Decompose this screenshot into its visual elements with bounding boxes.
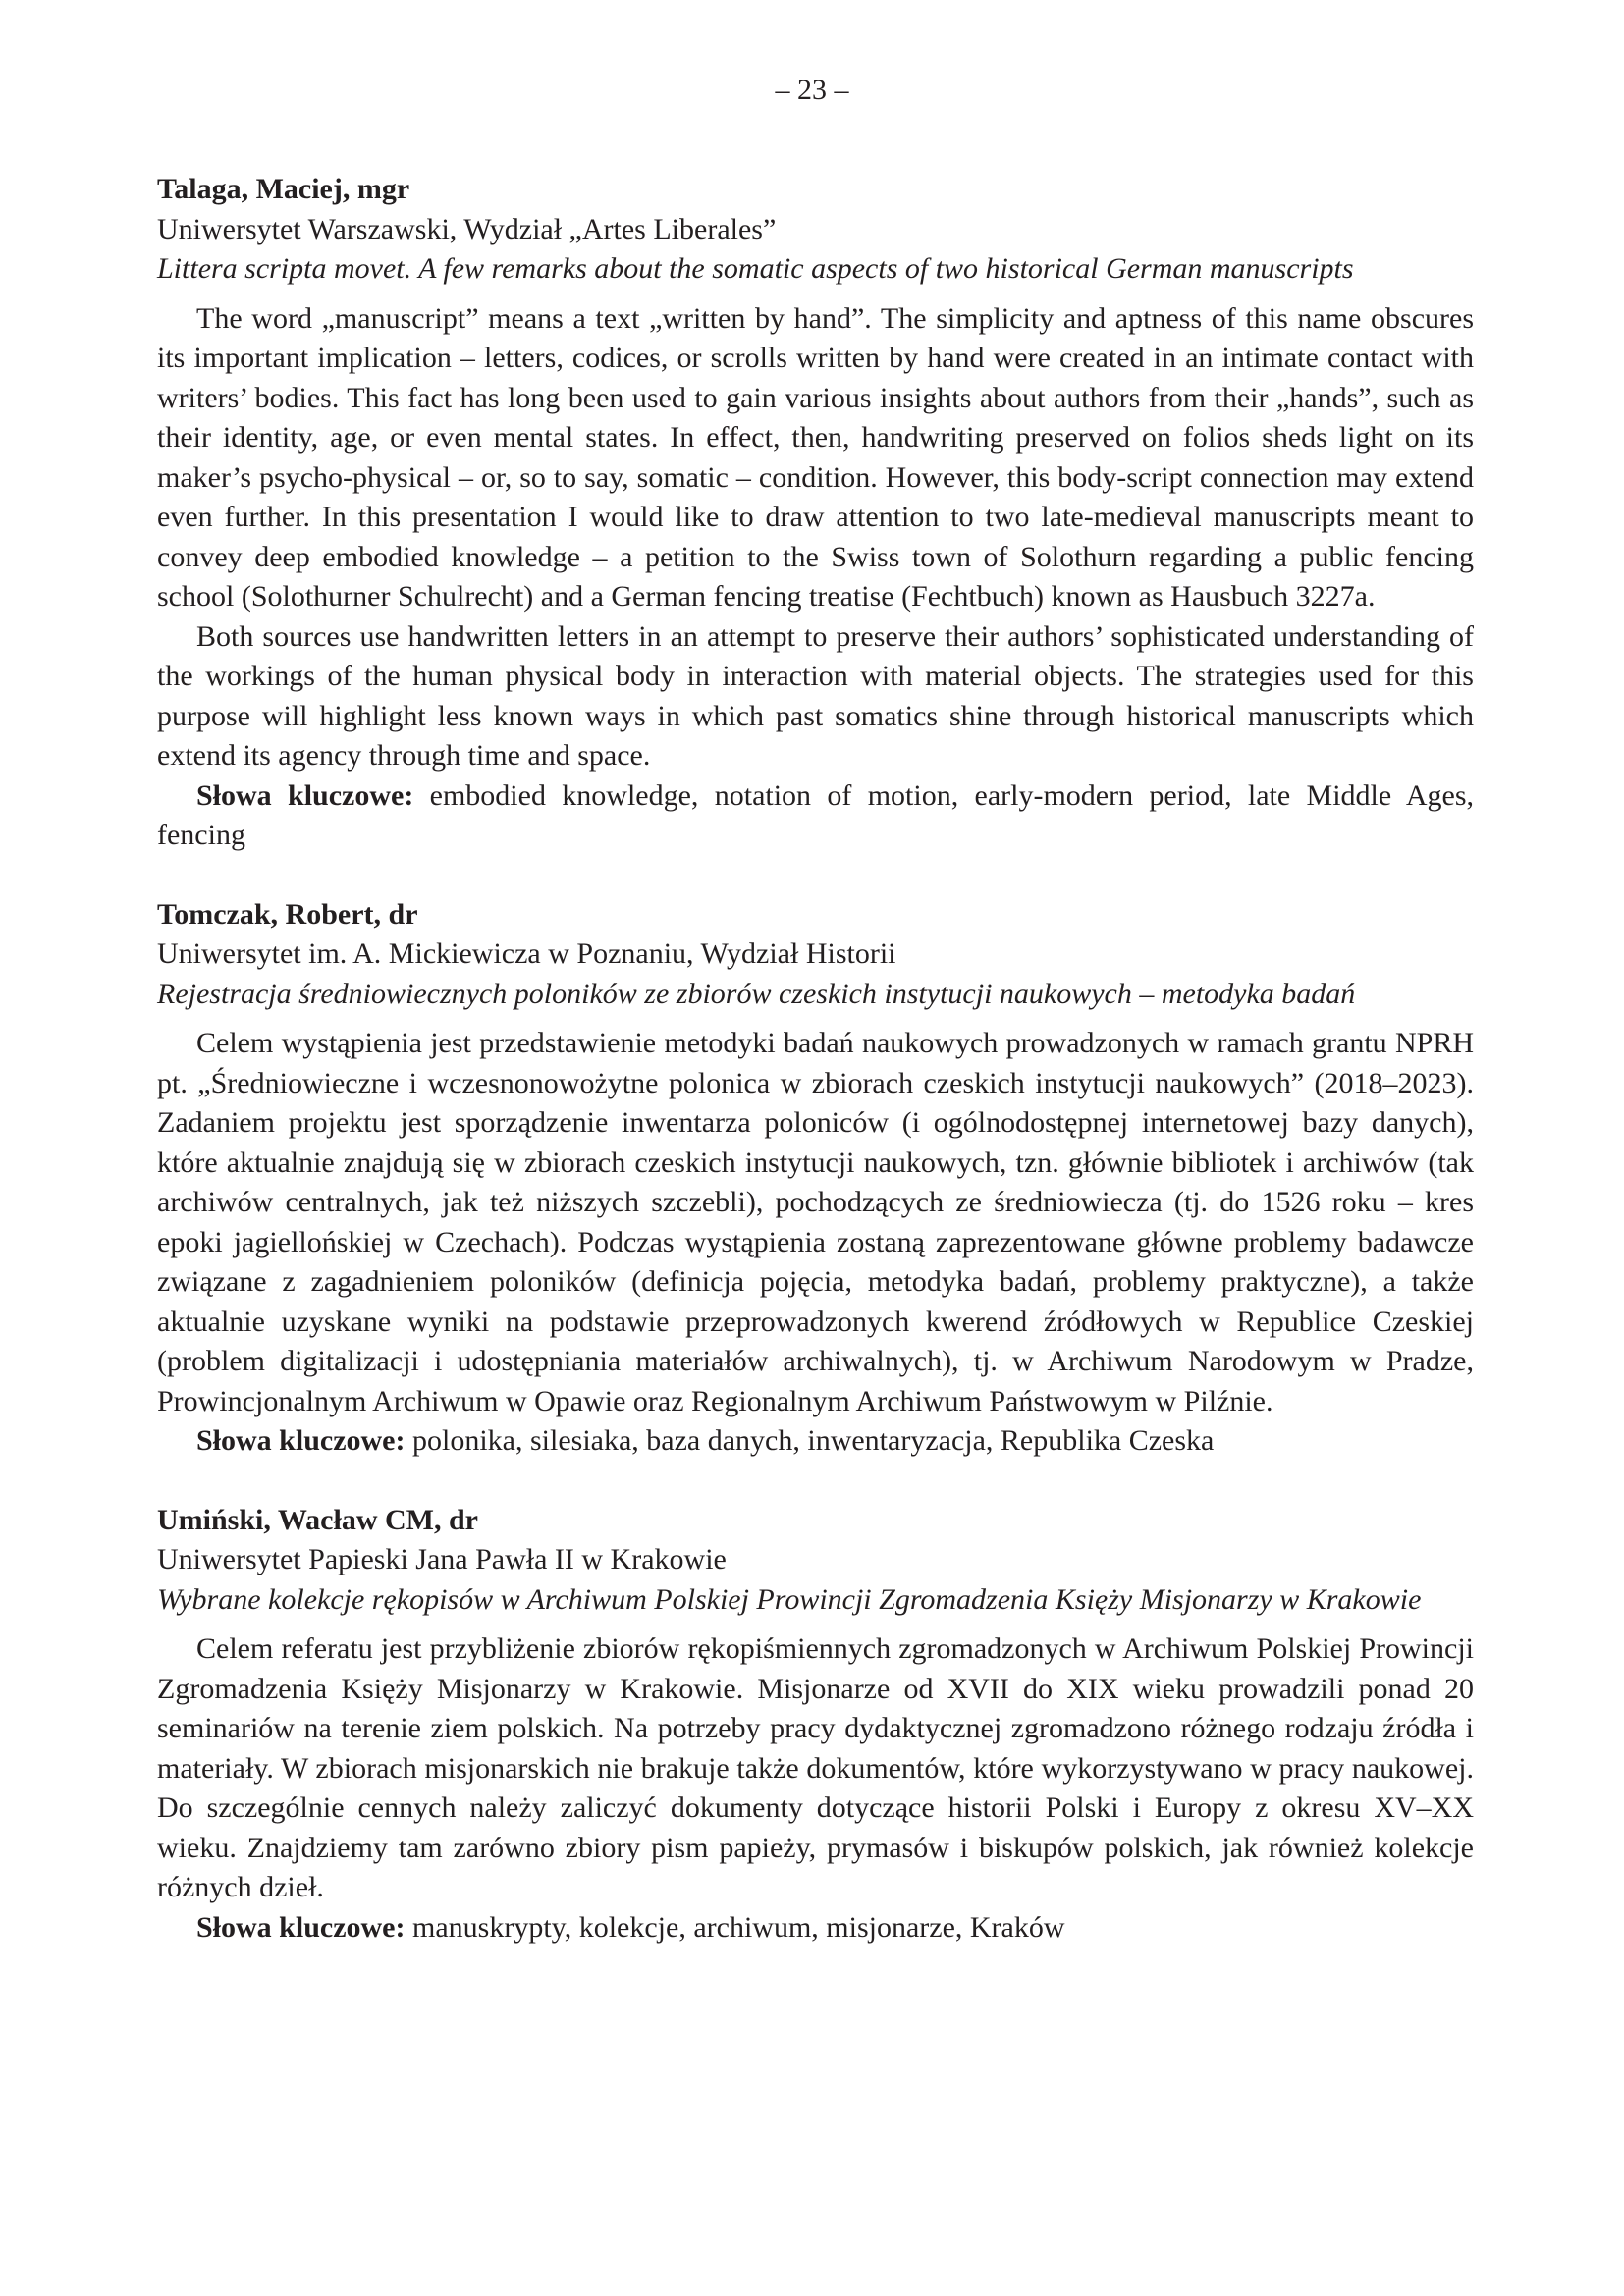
page-number: – 23 – bbox=[775, 74, 849, 106]
abstract-paragraph: The word „manuscript” means a text „written by hand”. The simplicity and aptness of this name obscures its important implication – letters, codices, or scrolls written by hand were created in an intimate contact with writers’ bodies. This fact has long been used to gain various insights about authors from their „hands”, such as their identity, age, or even mental states. In effect, then, handwriting preserved on folios sheds light on its maker’s psycho-physical – or, so to say, somatic – condition. However, this body-script connection may extend even further. In this presentation I would like to draw attention to two late-medieval manuscripts meant to convey deep embodied knowledge – a petition to the Swiss town of Solothurn regarding a public fencing school (Solothurner Schulrecht) and a German fencing treatise (Fechtbuch) known as Hausbuch 3227a. bbox=[157, 301, 1474, 613]
keywords-list: embodied knowledge, notation of motion, early-modern period, late Middle Ages, fencing bbox=[157, 778, 1475, 851]
author-name: Umiński, Wacław CM, dr bbox=[157, 1503, 478, 1536]
author-name: Talaga, Maciej, mgr bbox=[157, 173, 410, 205]
abstract-entry-uminski bbox=[157, 1501, 1474, 1949]
keywords-label: Słowa kluczowe: bbox=[196, 1910, 406, 1944]
presentation-title: Rejestracja średniowiecznych poloników ze zbiorów czeskich instytucji naukowych – metodyka badań bbox=[157, 977, 1356, 1010]
keywords-label: Słowa kluczowe: bbox=[196, 778, 414, 812]
keywords bbox=[157, 1908, 1474, 1949]
presentation-title: Wybrane kolekcje rękopisów w Archiwum Polskiej Prowincji Zgromadzenia Księży Misjonarzy w Krakowie bbox=[157, 1582, 1422, 1616]
keywords bbox=[157, 1421, 1474, 1462]
author-affiliation: Uniwersytet Warszawski, Wydział „Artes Liberales” bbox=[157, 212, 777, 245]
keywords-list: polonika, silesiaka, baza danych, inwentaryzacja, Republika Czeska bbox=[412, 1424, 1215, 1457]
abstract-entry-tomczak bbox=[157, 895, 1474, 1462]
abstract-entry-talaga bbox=[157, 170, 1474, 856]
author-name: Tomczak, Robert, dr bbox=[157, 897, 418, 931]
keywords-label: Słowa kluczowe: bbox=[196, 1424, 406, 1457]
keywords-list: manuskrypty, kolekcje, archiwum, misjonarze, Kraków bbox=[412, 1910, 1065, 1944]
author-affiliation: Uniwersytet im. A. Mickiewicza w Poznaniu, Wydział Historii bbox=[157, 937, 896, 970]
author-affiliation: Uniwersytet Papieski Jana Pawła II w Krakowie bbox=[157, 1543, 727, 1575]
abstracts-list bbox=[157, 170, 1474, 1987]
abstract-paragraph: Celem wystąpienia jest przedstawienie metodyki badań naukowych prowadzonych w ramach grantu NPRH pt. „Średniowieczne i wczesnonowożytne polonica w zbiorach czeskich instytucji naukowych” (2018–2023). Zadaniem projektu jest sporządzenie inwentarza poloniców (i ogólnodostępnej internetowej bazy danych), które aktualnie znajdują się w zbiorach czeskich instytucji naukowych, tzn. głównie bibliotek i archiwów (tak archiwów centralnych, jak też niższych szczebli), pochodzących ze średniowiecza (tj. do 1526 roku – kres epoki jagiellońskiej w Czechach). Podczas wystąpienia zostaną zaprezentowane główne problemy badawcze związane z zagadnieniem poloników (definicja pojęcia, metodyka badań, problemy praktyczne), a także aktualnie uzyskane wyniki na podstawie przeprowadzonych kwerend źródłowych w Republice Czeskiej (problem digitalizacji i udostępniania materiałów archiwalnych), tj. w Archiwum Narodowym w Pradze, Prowincjonalnym Archiwum w Opawie oraz Regionalnym Archiwum Państwowym w Pilźnie. bbox=[157, 1027, 1474, 1417]
keywords bbox=[157, 776, 1474, 856]
abstract-paragraph: Celem referatu jest przybliżenie zbiorów rękopiśmiennych zgromadzonych w Archiwum Polskiej Prowincji Zgromadzenia Księży Misjonarzy w Krakowie. Misjonarze od XVII do XIX wieku prowadzili ponad 20 seminariów na terenie ziem polskich. Na potrzeby pracy dydaktycznej zgromadzono różnego rodzaju źródła i materiały. W zbiorach misjonarskich nie brakuje także dokumentów, które wykorzystywano w pracy naukowej. Do szczególnie cennych należy zaliczyć dokumenty dotyczące historii Polski i Europy z okresu XV–XX wieku. Znajdziemy tam zarówno zbiory pism papieży, prymasów i biskupów polskich, jak również kolekcje różnych dzieł. bbox=[157, 1632, 1474, 1903]
abstract-paragraph: Both sources use handwritten letters in an attempt to preserve their authors’ sophisticated understanding of the workings of the human physical body in interaction with material objects. The strategies used for this purpose will highlight less known ways in which past somatics shine through historical manuscripts which extend its agency through time and space. bbox=[157, 619, 1474, 772]
presentation-title: Littera scripta movet. A few remarks about the somatic aspects of two historical German manuscripts bbox=[157, 252, 1354, 285]
